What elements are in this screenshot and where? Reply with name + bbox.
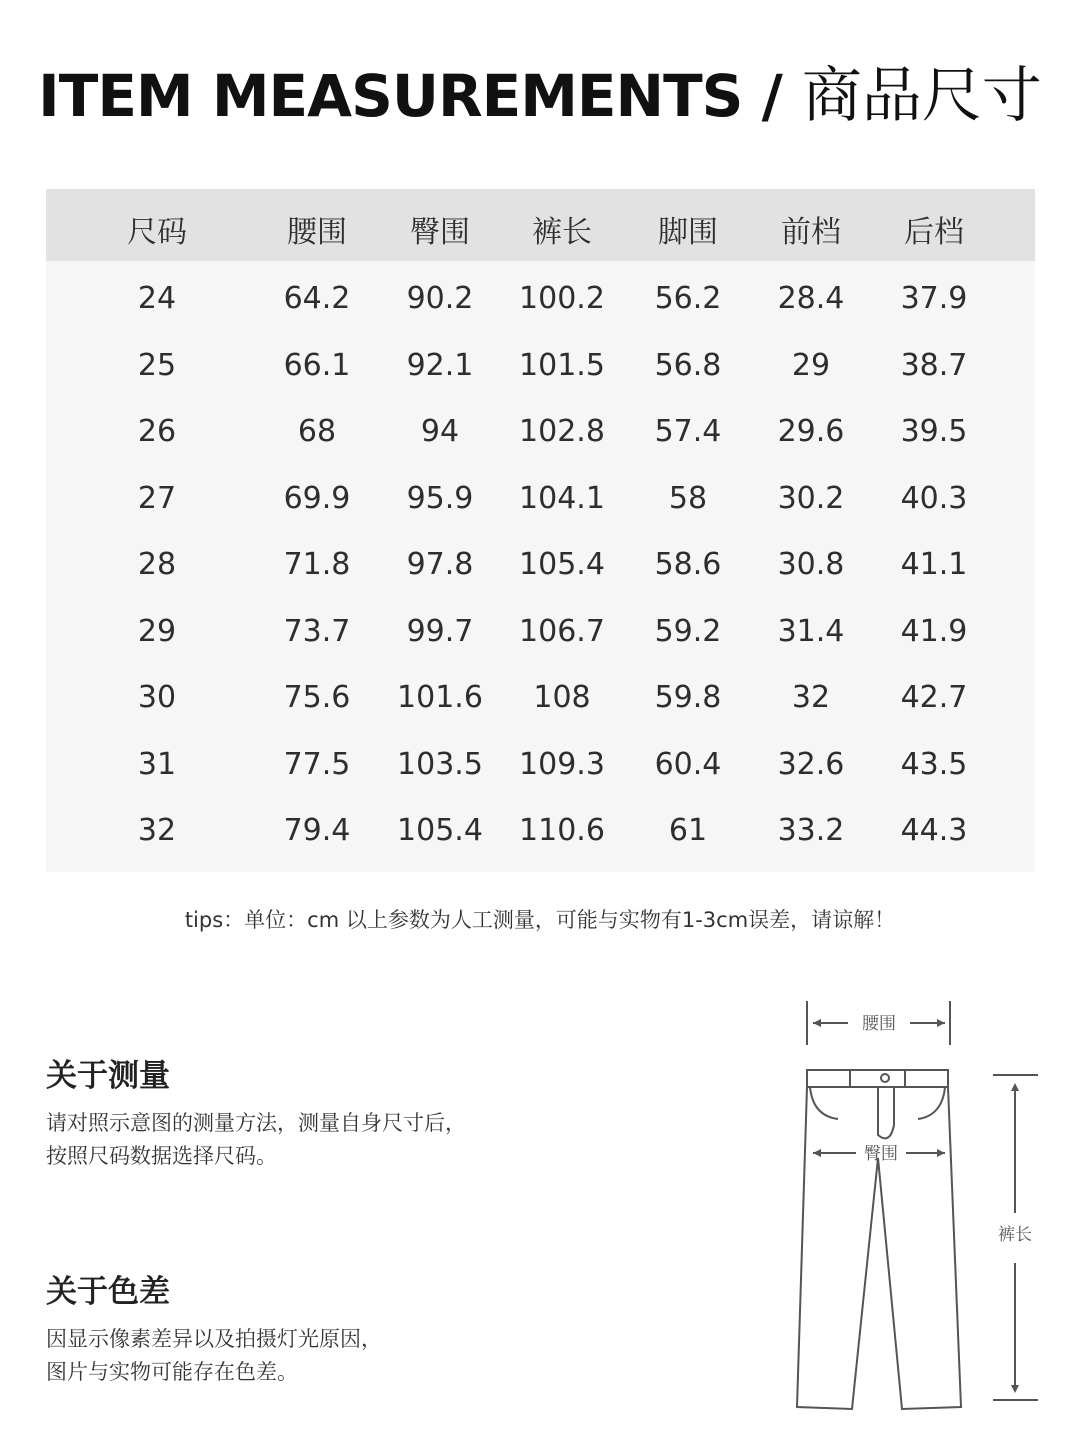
fly-shape — [878, 1087, 894, 1138]
cell-size: 26 — [137, 414, 177, 449]
cell-leg-opening: 60.4 — [654, 747, 722, 782]
table-row — [46, 614, 1035, 654]
cell-size: 29 — [137, 614, 177, 649]
cell-length: 105.4 — [519, 547, 605, 582]
measure-section-title: 关于测量 — [46, 1058, 170, 1094]
cell-length: 106.7 — [519, 614, 605, 649]
cell-front-rise: 33.2 — [777, 813, 845, 848]
table-row — [46, 813, 1035, 853]
arrowhead-icon — [937, 1019, 945, 1027]
cell-front-rise: 32 — [791, 680, 831, 715]
cell-size: 32 — [137, 813, 177, 848]
cell-size: 24 — [137, 281, 177, 316]
arrowhead-icon — [813, 1149, 821, 1157]
measure-section-text — [46, 1107, 466, 1173]
arrowhead-icon — [1011, 1083, 1019, 1091]
cell-size: 25 — [137, 348, 177, 383]
table-row — [46, 281, 1035, 321]
size-table — [46, 189, 1035, 872]
cell-back-rise: 44.3 — [900, 813, 968, 848]
header-front-rise: 前档 — [781, 215, 841, 250]
cell-back-rise: 43.5 — [900, 747, 968, 782]
cell-front-rise: 29.6 — [777, 414, 845, 449]
table-row — [46, 680, 1035, 720]
cell-front-rise: 28.4 — [777, 281, 845, 316]
cell-leg-opening: 58 — [668, 481, 708, 516]
right-pocket-shape — [918, 1087, 945, 1119]
cell-hip: 92.1 — [406, 348, 474, 383]
pants-diagram — [780, 995, 1070, 1420]
table-header — [46, 189, 1035, 261]
cell-length: 109.3 — [519, 747, 605, 782]
cell-size: 31 — [137, 747, 177, 782]
cell-hip: 103.5 — [397, 747, 483, 782]
color-line-2: 图片与实物可能存在色差。 — [46, 1360, 298, 1384]
cell-leg-opening: 59.2 — [654, 614, 722, 649]
cell-waist: 71.8 — [283, 547, 351, 582]
cell-waist: 66.1 — [283, 348, 351, 383]
header-back-rise: 后档 — [904, 215, 964, 250]
cell-leg-opening: 56.8 — [654, 348, 722, 383]
cell-waist: 75.6 — [283, 680, 351, 715]
arrowhead-icon — [1011, 1385, 1019, 1393]
header-leg-opening: 脚围 — [658, 215, 718, 250]
cell-back-rise: 40.3 — [900, 481, 968, 516]
cell-length: 100.2 — [519, 281, 605, 316]
cell-hip: 99.7 — [406, 614, 474, 649]
cell-waist: 73.7 — [283, 614, 351, 649]
cell-hip: 94 — [420, 414, 460, 449]
color-section-text — [46, 1323, 382, 1389]
left-pocket-shape — [810, 1087, 838, 1119]
cell-hip: 90.2 — [406, 281, 474, 316]
cell-hip: 97.8 — [406, 547, 474, 582]
waistband-shape — [807, 1070, 948, 1087]
cell-back-rise: 41.9 — [900, 614, 968, 649]
length-label: 裤长 — [998, 1225, 1032, 1245]
header-length: 裤长 — [532, 215, 592, 250]
cell-back-rise: 42.7 — [900, 680, 968, 715]
color-section-title: 关于色差 — [46, 1274, 170, 1310]
table-row — [46, 414, 1035, 454]
hip-label: 臀围 — [864, 1144, 898, 1164]
tips-note: tips：单位：cm 以上参数为人工测量，可能与实物有1-3cm误差，请谅解！ — [184, 908, 896, 932]
title-en: ITEM MEASUREMENTS / — [38, 62, 782, 130]
arrowhead-icon — [937, 1149, 945, 1157]
cell-length: 108 — [533, 680, 591, 715]
cell-leg-opening: 56.2 — [654, 281, 722, 316]
cell-back-rise: 41.1 — [900, 547, 968, 582]
cell-leg-opening: 61 — [668, 813, 708, 848]
page-title — [0, 48, 1080, 134]
cell-waist: 77.5 — [283, 747, 351, 782]
cell-front-rise: 29 — [791, 348, 831, 383]
cell-front-rise: 31.4 — [777, 614, 845, 649]
cell-size: 28 — [137, 547, 177, 582]
waist-label: 腰围 — [862, 1014, 896, 1034]
table-row — [46, 348, 1035, 388]
arrowhead-icon — [813, 1019, 821, 1027]
cell-back-rise: 37.9 — [900, 281, 968, 316]
cell-size: 27 — [137, 481, 177, 516]
table-row — [46, 747, 1035, 787]
cell-back-rise: 38.7 — [900, 348, 968, 383]
header-hip: 臀围 — [410, 215, 470, 250]
table-row — [46, 481, 1035, 521]
cell-leg-opening: 59.8 — [654, 680, 722, 715]
header-waist: 腰围 — [287, 215, 347, 250]
cell-length: 102.8 — [519, 414, 605, 449]
cell-size: 30 — [137, 680, 177, 715]
measure-line-1: 请对照示意图的测量方法，测量自身尺寸后， — [46, 1111, 466, 1135]
cell-hip: 105.4 — [397, 813, 483, 848]
cell-back-rise: 39.5 — [900, 414, 968, 449]
cell-length: 104.1 — [519, 481, 605, 516]
button-icon — [881, 1074, 889, 1082]
cell-waist: 69.9 — [283, 481, 351, 516]
cell-front-rise: 32.6 — [777, 747, 845, 782]
cell-hip: 95.9 — [406, 481, 474, 516]
cell-leg-opening: 57.4 — [654, 414, 722, 449]
cell-waist: 79.4 — [283, 813, 351, 848]
table-row — [46, 547, 1035, 587]
cell-waist: 64.2 — [283, 281, 351, 316]
color-line-1: 因显示像素差异以及拍摄灯光原因， — [46, 1327, 382, 1351]
cell-length: 101.5 — [519, 348, 605, 383]
cell-hip: 101.6 — [397, 680, 483, 715]
measure-line-2: 按照尺码数据选择尺码。 — [46, 1144, 277, 1168]
header-size: 尺码 — [127, 215, 187, 250]
cell-waist: 68 — [297, 414, 337, 449]
cell-length: 110.6 — [519, 813, 605, 848]
title-zh: 商品尺寸 — [801, 61, 1042, 131]
cell-leg-opening: 58.6 — [654, 547, 722, 582]
cell-front-rise: 30.2 — [777, 481, 845, 516]
cell-front-rise: 30.8 — [777, 547, 845, 582]
